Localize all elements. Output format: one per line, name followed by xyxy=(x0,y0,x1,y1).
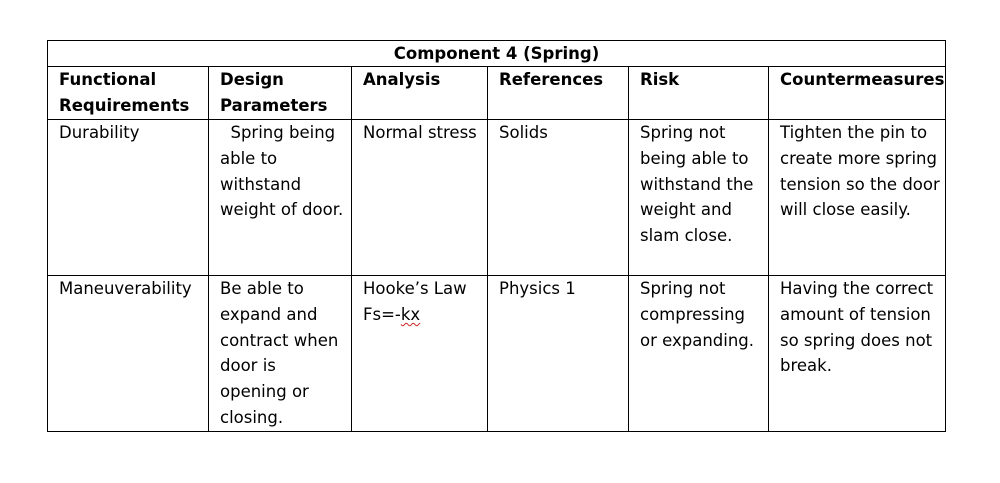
cell-parameters: Spring being able to withstand weight of door. xyxy=(209,120,352,276)
cell-requirement: Durability xyxy=(48,120,209,276)
cell-countermeasures: Tighten the pin to create more spring tension so the door will close easily. xyxy=(769,120,946,276)
header-references: References xyxy=(488,67,629,120)
cell-analysis xyxy=(352,276,488,432)
header-countermeasures: Countermeasures xyxy=(769,67,946,120)
cell-countermeasures: Having the correct amount of tension so spring does not break. xyxy=(769,276,946,432)
cell-risk: Spring not compressing or expanding. xyxy=(629,276,769,432)
cell-risk: Spring not being able to withstand the weight and slam close. xyxy=(629,120,769,276)
table-row xyxy=(48,120,946,276)
table-title: Component 4 (Spring) xyxy=(48,41,946,67)
cell-parameters: Be able to expand and contract when door is opening or closing. xyxy=(209,276,352,432)
document-page xyxy=(47,40,945,431)
analysis-law-name: Hooke’s Law xyxy=(363,279,467,298)
cell-requirement: Maneuverability xyxy=(48,276,209,432)
table-row xyxy=(48,276,946,432)
analysis-formula-prefix: Fs=- xyxy=(363,304,401,324)
header-row xyxy=(48,67,946,120)
cell-references: Physics 1 xyxy=(488,276,629,432)
analysis-formula-variable: kx xyxy=(400,304,421,324)
header-design-parameters: Design Parameters xyxy=(209,67,352,120)
component-table xyxy=(47,40,946,432)
cell-analysis: Normal stress xyxy=(352,120,488,276)
header-functional-requirements: Functional Requirements xyxy=(48,67,209,120)
header-risk: Risk xyxy=(629,67,769,120)
header-analysis: Analysis xyxy=(352,67,488,120)
cell-references: Solids xyxy=(488,120,629,276)
